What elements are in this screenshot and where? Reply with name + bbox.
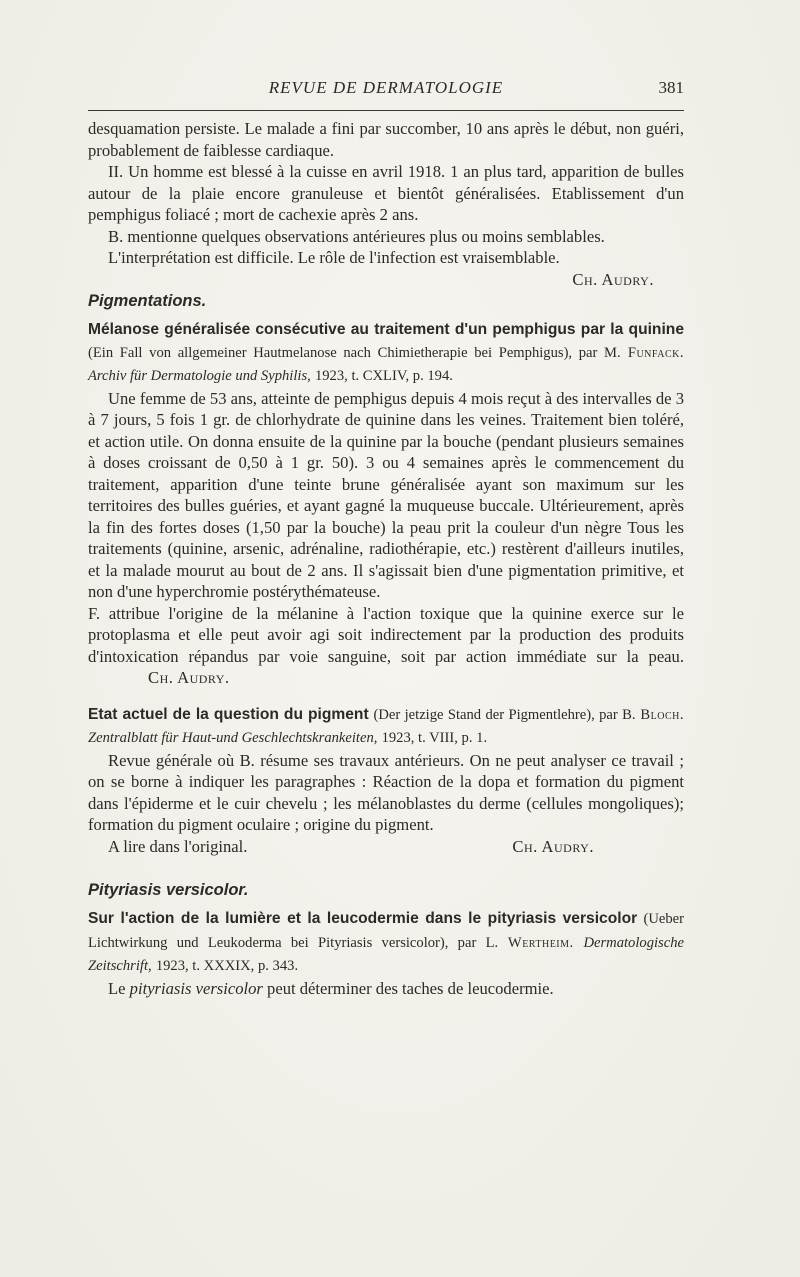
journal: Zentralblatt für Haut-und Geschlechtskrankeiten, [88, 730, 378, 746]
paragraph-text: F. attribue l'origine de la mélanine à l'action toxique que la quinine exerce sur le protoplasma et elle peut avoir agi soit indirectement par la production des produits d'intoxication répandus par voie sanguine, soit par action immédiate sur la peau. [88, 603, 684, 666]
article-heading [88, 703, 684, 750]
author: Wertheim. [507, 934, 574, 951]
journal: Archiv für Dermatologie und Syphilis, [88, 368, 311, 384]
section-heading: Pigmentations. [88, 292, 207, 310]
paragraph: B. mentionne quelques observations antérieures plus ou moins semblables. [108, 226, 605, 246]
paragraph-text: Le [108, 978, 126, 998]
author: Bloch. [640, 706, 684, 723]
paragraph: desquamation persiste. Le malade a fini par succomber, 10 ans après le début, non guéri, probablement de faiblesse cardiaque. [88, 119, 684, 160]
paragraph: Revue générale où B. résume ses travaux antérieurs. On ne peut analyser ce travail ; on se borne à indiquer les paragraphes : Réaction de la dopa et formation du pigment dans l'épiderme et le cuir chevelu ; les mélanoblastes du derme (cellules mongoliques); formation du pigment oculaire ; origine du pigment. [88, 750, 684, 834]
original-title: (Ein Fall von allgemeiner Hautmelanose nach Chimietherapie bei Pemphigus), par M. [88, 344, 621, 361]
paragraph [88, 978, 684, 1000]
running-head [88, 76, 684, 106]
original-title: (Ueber Lichtwirkung und Leukoderma bei Pityriasis versicolor), par L. [88, 911, 684, 951]
author: Funfack. [627, 344, 684, 361]
signature: Ch. Audry. [148, 668, 230, 687]
page-number: 381 [658, 78, 684, 97]
reference: 1923, t. CXLIV, p. 194. [314, 368, 453, 384]
article-title: Mélanose généralisée consécutive au traitement d'un pemphigus par la quinine [88, 321, 684, 338]
journal: Dermatologische Zeitschrift, [88, 934, 684, 974]
reference: 1923, t. VIII, p. 1. [381, 730, 488, 746]
running-title: REVUE DE DERMATOLOGIE [268, 78, 504, 97]
paragraph: II. Un homme est blessé à la cuisse en avril 1918. 1 an plus tard, apparition de bulles autour de la plaie encore granuleuse et bientôt généralisées. Etablissement d'un pemphigus foliacé ; mort de cachexie après 2 ans. [88, 162, 684, 224]
closing-line [88, 836, 684, 858]
signature: Ch. Audry. [572, 269, 654, 289]
original-title: (Der jetzige Stand der Pigmentlehre), par B. [373, 706, 636, 723]
reference: 1923, t. XXXIX, p. 343. [155, 958, 299, 974]
paragraph: L'interprétation est difficile. Le rôle de l'infection est vraisemblable. [108, 248, 560, 267]
section-heading: Pityriasis versicolor. [88, 881, 249, 899]
signature: Ch. Audry. [512, 836, 594, 856]
header-rule [88, 110, 684, 111]
paragraph-text: pityriasis versicolor [129, 978, 263, 998]
paragraph-text: peut déterminer des taches de leucodermie. [267, 978, 554, 998]
article-heading [88, 907, 684, 978]
text-body [88, 118, 684, 999]
paragraph [88, 603, 684, 689]
article-heading [88, 318, 684, 388]
paragraph-text: A lire dans l'original. [108, 836, 248, 856]
article-title: Sur l'action de la lumière et la leucodermie dans le pityriasis versicolor [88, 910, 638, 927]
article-title: Etat actuel de la question du pigment [88, 705, 369, 723]
paragraph: Une femme de 53 ans, atteinte de pemphigus depuis 4 mois reçut à des intervalles de 3 à 7 jours, 5 fois 1 gr. de chlorhydrate de quinine dans les veines. Traitement bien toléré, et action utile. On donna ensuite de la quinine par la bouche (pendant plusieurs semaines à doses croissant de 0,50 à 1 gr. 50). 3 ou 4 semaines après le commencement du traitement, apparition d'une teinte brune généralisée ayant son maximum sur les territoires des bulles guéries, et ayant gagné la muqueuse buccale. Ultérieurement, après la fin des fortes doses (1,50 par la bouche) la peau prit la couleur d'un nègre Tous les traitements (quinine, arsenic, adrénaline, radiothérapie, etc.) restèrent d'ailleurs inutiles, et la malade mourut au bout de 2 ans. Il s'agissait bien d'une pigmentation primitive, et non d'une hyperchromie postérythémateuse. [88, 388, 684, 601]
